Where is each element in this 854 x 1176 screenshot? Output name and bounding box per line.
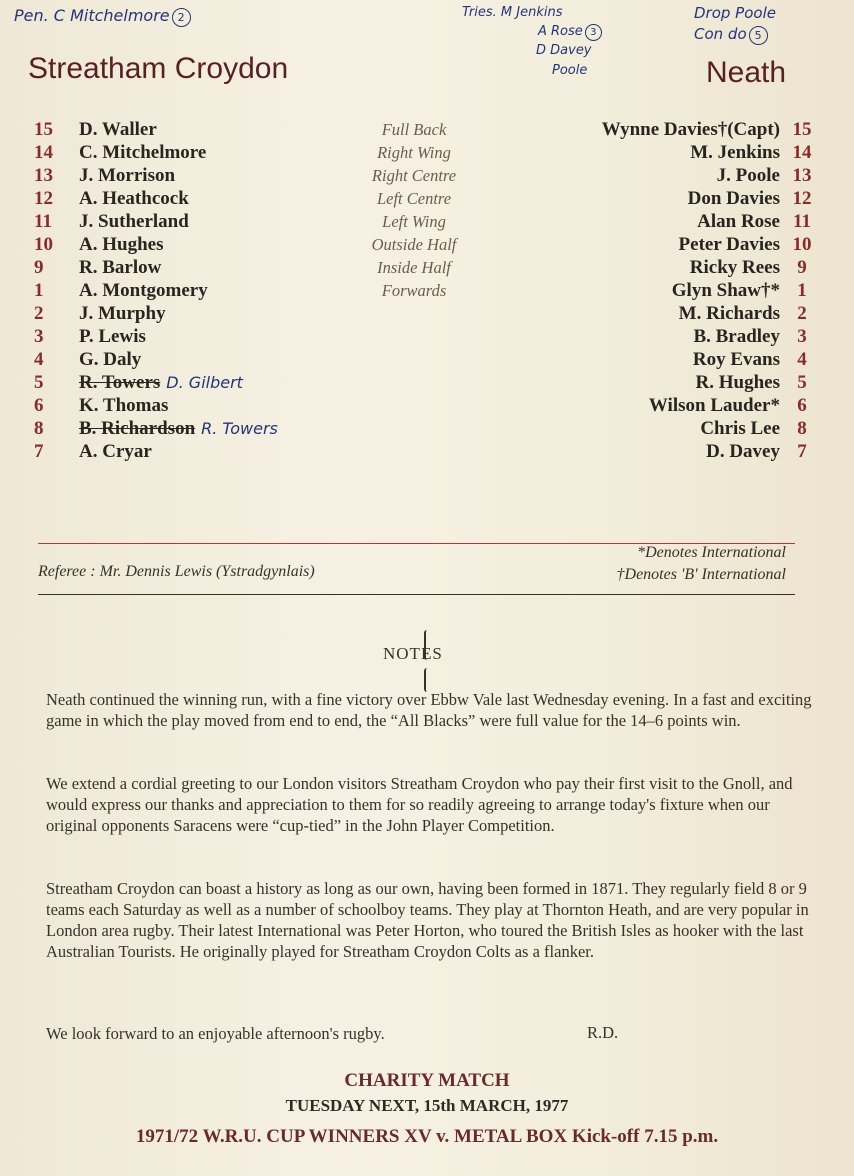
position-label: Right Centre [371, 166, 457, 185]
player-name: Wynne Davies†(Capt) [601, 119, 780, 140]
player-name: Chris Lee [700, 418, 780, 439]
player-number: 15 [34, 119, 53, 140]
away-player-row [602, 440, 824, 463]
away-player-row [602, 256, 824, 279]
player-number: 3 [797, 326, 807, 347]
home-player-row [34, 187, 278, 210]
home-player-row [34, 348, 278, 371]
player-number: 11 [34, 211, 52, 232]
player-name: J. Murphy [79, 303, 166, 324]
player-number: 7 [797, 441, 807, 462]
home-player-row [34, 118, 278, 141]
charity-fixture: 1971/72 W.R.U. CUP WINNERS XV v. METAL BOX Kick-off 7.15 p.m. [135, 1126, 719, 1147]
home-player-row [34, 279, 278, 302]
player-name: K. Thomas [79, 395, 169, 416]
position-label: Inside Half [377, 258, 451, 277]
player-name: M. Jenkins [690, 142, 780, 163]
player-name: R. Hughes [695, 372, 780, 393]
player-number: 13 [792, 165, 812, 186]
home-player-row [34, 371, 278, 394]
away-player-row [602, 417, 824, 440]
away-player-row [602, 233, 824, 256]
player-number: 2 [34, 303, 44, 324]
notes-signoff: R.D. [587, 1023, 619, 1042]
player-number: 5 [797, 372, 807, 393]
player-number: 12 [34, 188, 53, 209]
away-player-row [602, 164, 824, 187]
player-name: Ricky Rees [689, 257, 780, 278]
referee-line: Referee : Mr. Dennis Lewis (Ystradgynlais) [38, 563, 315, 580]
tries-rose-count: 3 [585, 24, 602, 41]
notes-heading: NOTES [383, 644, 443, 663]
home-player-row [34, 325, 278, 348]
notes-paragraph: We extend a cordial greeting to our London visitors Streatham Croydon who pay their first visit to the Gnoll, and would express our thanks and appreciation to them for so readily agreeing to arrange today's fixture when our original opponents Saracens were “cup-tied” in the John Player Competition. [46, 774, 793, 835]
position-label: Left Centre [376, 189, 452, 208]
position-label: Right Wing [377, 143, 451, 162]
home-player-row [34, 394, 278, 417]
player-name: A. Hughes [79, 234, 164, 255]
player-name: B. Bradley [693, 326, 780, 347]
away-player-row [602, 187, 824, 210]
home-player-row [34, 210, 278, 233]
position-label: Outside Half [371, 235, 457, 254]
player-number: 3 [34, 326, 44, 347]
player-name: M. Richards [678, 303, 780, 324]
player-number: 12 [792, 188, 812, 209]
home-player-row [34, 141, 278, 164]
home-player-row [34, 417, 278, 440]
handwritten-conversion-note [694, 26, 768, 45]
player-number: 14 [792, 142, 812, 163]
player-number: 6 [34, 395, 44, 416]
conversion-count: 5 [749, 26, 768, 45]
player-number: 14 [34, 142, 53, 163]
player-name: P. Lewis [79, 326, 146, 347]
charity-title: CHARITY MATCH [344, 1070, 510, 1091]
player-name-struck: R. Towers [79, 372, 161, 393]
player-name: J. Poole [716, 165, 780, 186]
player-number: 10 [792, 234, 812, 255]
player-name: G. Daly [79, 349, 142, 370]
player-name: A. Heathcock [79, 188, 189, 209]
player-number: 11 [793, 211, 811, 232]
home-team-list [34, 118, 278, 463]
home-player-row [34, 233, 278, 256]
player-number: 10 [34, 234, 53, 255]
player-name: Don Davies [687, 188, 780, 209]
handwritten-drop-note: Drop Poole [694, 4, 776, 22]
player-number: 7 [34, 441, 44, 462]
away-player-row [602, 325, 824, 348]
player-name: Alan Rose [697, 211, 780, 232]
player-number: 2 [797, 303, 807, 324]
player-name: J. Sutherland [79, 211, 189, 232]
notes-paragraph: Neath continued the winning run, with a fine victory over Ebbw Vale last Wednesday evening. In a fast and exciting game in which the play moved from end to end, the “All Blacks” were full value for the 14–6 points win. [46, 690, 812, 730]
positions-column [334, 118, 494, 302]
position-label: Full Back [381, 120, 447, 139]
player-name: R. Barlow [79, 257, 162, 278]
away-player-row [602, 279, 824, 302]
away-player-row [602, 348, 824, 371]
tries-line-2 [538, 24, 602, 41]
away-team-list [602, 118, 824, 463]
player-name-struck: B. Richardson [79, 418, 196, 439]
home-team-heading: Streatham Croydon [28, 52, 289, 85]
legend-b-international: †Denotes 'B' International [616, 566, 786, 583]
position-label: Left Wing [382, 212, 446, 231]
away-team-heading: Neath [706, 56, 787, 89]
player-number: 4 [797, 349, 807, 370]
tries-rose-text: A Rose [538, 24, 583, 39]
player-name: D. Waller [79, 119, 157, 140]
away-player-row [602, 371, 824, 394]
player-number: 9 [34, 257, 44, 278]
player-name: Wilson Lauder* [648, 395, 780, 416]
home-player-row [34, 440, 278, 463]
away-player-row [602, 394, 824, 417]
handwritten-substitute: R. Towers [201, 419, 278, 438]
player-name: J. Morrison [79, 165, 176, 186]
tries-line-4: Poole [552, 63, 588, 78]
player-name: Roy Evans [692, 349, 780, 370]
player-number: 15 [792, 119, 812, 140]
home-player-row [34, 164, 278, 187]
player-number: 1 [797, 280, 807, 301]
position-label: Forwards [381, 281, 447, 300]
player-name: C. Mitchelmore [79, 142, 207, 163]
player-number: 5 [34, 372, 44, 393]
away-player-row [602, 118, 824, 141]
divider-bottom [38, 594, 795, 595]
away-player-row [602, 141, 824, 164]
away-player-row [602, 210, 824, 233]
player-name: D. Davey [706, 441, 780, 462]
player-number: 9 [797, 257, 807, 278]
notes-paragraph: Streatham Croydon can boast a history as long as our own, having been formed in 1871. They regularly field 8 or 9 teams each Saturday as well as a number of schoolboy teams. They play at Thornton Heath, and are very popular in London area rugby. Their latest International was Peter Horton, who toured the British Isles as hooker with the last Australian Tourists. He originally played for Streatham Croydon Colts as a flanker. [46, 879, 809, 961]
player-name: Peter Davies [678, 234, 780, 255]
player-number: 8 [34, 418, 44, 439]
handwritten-substitute: D. Gilbert [166, 373, 243, 392]
home-player-row [34, 256, 278, 279]
tries-line-3: D Davey [536, 43, 592, 58]
legend-international: *Denotes International [637, 544, 786, 561]
home-player-row [34, 302, 278, 325]
away-player-row [602, 302, 824, 325]
charity-date: TUESDAY NEXT, 15th MARCH, 1977 [285, 1096, 569, 1115]
notes-paragraph: We look forward to an enjoyable afternoon's rugby. [46, 1024, 385, 1043]
player-name: A. Cryar [79, 441, 152, 462]
handwritten-penalty-note [14, 8, 191, 27]
tries-line-1: Tries. M Jenkins [462, 5, 563, 20]
player-number: 13 [34, 165, 53, 186]
penalty-count: 2 [172, 8, 191, 27]
player-number: 4 [34, 349, 44, 370]
conversion-text: Con do [694, 25, 747, 43]
penalty-text: Pen. C Mitchelmore [14, 6, 170, 25]
player-number: 6 [797, 395, 807, 416]
player-name: Glyn Shaw†* [671, 280, 780, 301]
player-number: 1 [34, 280, 44, 301]
player-number: 8 [797, 418, 807, 439]
player-name: A. Montgomery [79, 280, 208, 301]
